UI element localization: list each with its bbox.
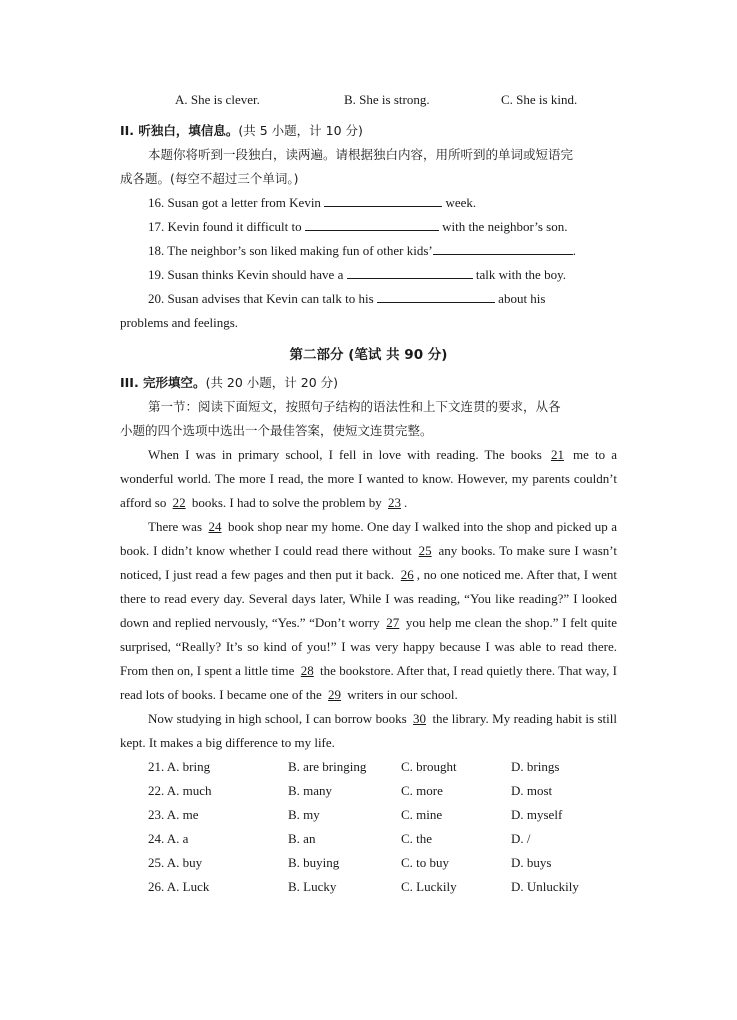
- passage-text: me to a wonderful world. The more I read, the more I wanted to know. However, my parents couldn’t afford so: [120, 447, 617, 510]
- choice-option: D. brings: [511, 759, 560, 774]
- passage-text: book shop near my home. One day I walked into the shop and picked up a book. I didn’t know whether I could read there without: [120, 519, 618, 558]
- item-16-blank: [324, 192, 442, 207]
- section2-instr-2: 成各题。(每空不超过三个单词。): [120, 171, 299, 186]
- choice-option: C. brought: [401, 759, 457, 774]
- choice-option: B. Lucky: [288, 879, 337, 894]
- passage-text: writers in our school.: [344, 687, 458, 702]
- item-17-text: 17. Kevin found it difficult to: [148, 219, 305, 234]
- choice-row-25: [120, 851, 617, 875]
- item-16-text: 16. Susan got a letter from Kevin: [148, 195, 321, 210]
- item-19-after: talk with the boy.: [472, 267, 566, 282]
- blank-24: 24: [208, 519, 222, 534]
- section3-heading: [120, 371, 617, 395]
- choice-option: 25. A. buy: [148, 855, 203, 870]
- passage-text: Now studying in high school, I can borrow books: [148, 711, 411, 726]
- item-19-blank: [347, 264, 473, 279]
- blank-21: 21: [550, 447, 564, 462]
- choices-list: [120, 755, 617, 899]
- choice-option: C. to buy: [401, 855, 450, 870]
- choice-row-24: [120, 827, 617, 851]
- passage-paragraph-2: [120, 515, 617, 707]
- blank-27: 27: [386, 615, 400, 630]
- passage-paragraph-1: [120, 443, 617, 515]
- choice-option: 23. A. me: [148, 807, 199, 822]
- choice-option: C. the: [401, 831, 433, 846]
- q15-option-a: A. She is clever.: [175, 92, 260, 107]
- item-18: [120, 239, 617, 263]
- item-20-text: 20. Susan advises that Kevin can talk to his: [148, 291, 377, 306]
- item-17-blank: [305, 216, 439, 231]
- part2-title: 第二部分 (笔试 共 90 分): [289, 347, 448, 363]
- q15-option-b: B. She is strong.: [344, 92, 430, 107]
- passage-text: , no one noticed me. After that, I went there to read every day. Several days later, While I was reading, “You like reading?” I looked down and replied nervously, “Yes.” “Don’t worry: [120, 567, 617, 630]
- passage-text: the library. My reading habit is still kept. It makes a big difference to my life.: [120, 711, 617, 750]
- section3-title: III. 完形填空。: [120, 375, 206, 390]
- choice-option: B. buying: [288, 855, 340, 870]
- item-16: [120, 191, 617, 215]
- choice-row-21: [120, 755, 617, 779]
- choice-row-22: [120, 779, 617, 803]
- blank-25: 25: [418, 543, 432, 558]
- item-18-text: 18. The neighbor’s son liked making fun of other kids’: [148, 243, 433, 258]
- choice-row-26: [120, 875, 617, 899]
- blank-26: 26: [400, 567, 414, 582]
- choice-option: 26. A. Luck: [148, 879, 210, 894]
- choice-option: D. Unluckily: [511, 879, 579, 894]
- choice-option: D. /: [511, 831, 531, 846]
- q15-option-c: C. She is kind.: [501, 92, 578, 107]
- item-16-after: week.: [442, 195, 477, 210]
- choice-option: D. buys: [511, 855, 552, 870]
- choice-option: D. myself: [511, 807, 563, 822]
- passage-text: any books. To make sure I wasn’t noticed, I just read a few pages and then put it back.: [120, 543, 617, 582]
- passage-text: When I was in primary school, I fell in love with reading. The books: [148, 447, 548, 462]
- choice-option: 22. A. much: [148, 783, 212, 798]
- choice-option: B. many: [288, 783, 333, 798]
- passage-text: you help me clean the shop.” I felt quite surprised, “Really? It’s so kind of you!” I was very happy because I was able to read there. From then on, I spent a little time: [120, 615, 618, 678]
- blank-23: 23: [388, 495, 402, 510]
- passage-paragraph-3: [120, 707, 617, 755]
- choice-option: 21. A. bring: [148, 759, 211, 774]
- choice-option: D. most: [511, 783, 553, 798]
- item-19: [120, 263, 617, 287]
- passage-text: the bookstore. After that, I read quietly there. That way, I read lots of books. I became one of the: [120, 663, 618, 702]
- section3-instr-2: 小题的四个选项中选出一个最佳答案，使短文连贯完整。: [120, 423, 433, 438]
- choice-option: B. are bringing: [288, 759, 367, 774]
- choice-row-23: [120, 803, 617, 827]
- passage-text: There was: [148, 519, 206, 534]
- exam-page: [120, 88, 617, 899]
- blank-30: 30: [413, 711, 427, 726]
- section2-instr-1: 本题你将听到一段独白，读两遍。请根据独白内容，用所听到的单词或短语完: [148, 147, 574, 162]
- item-19-text: 19. Susan thinks Kevin should have a: [148, 267, 347, 282]
- choice-option: 24. A. a: [148, 831, 189, 846]
- blank-29: 29: [328, 687, 342, 702]
- section3-instr-1: 第一节：阅读下面短文，按照句子结构的语法性和上下文连贯的要求，从各: [148, 399, 561, 414]
- section3-score: (共 20 小题，计 20 分): [205, 375, 339, 390]
- item-17-after: with the neighbor’s son.: [438, 219, 568, 234]
- q15-options: [120, 88, 617, 112]
- blank-22: 22: [172, 495, 186, 510]
- passage-text: books. I had to solve the problem by: [188, 495, 386, 510]
- passage-text: .: [404, 495, 408, 510]
- item-20: [120, 287, 617, 311]
- item-18-after: .: [572, 243, 577, 258]
- item-20-after: about his: [494, 291, 546, 306]
- choice-option: B. an: [288, 831, 316, 846]
- choice-option: C. mine: [401, 807, 443, 822]
- section2-score: (共 5 小题，计 10 分): [238, 123, 363, 138]
- section2-heading: [120, 119, 617, 143]
- choice-option: C. Luckily: [401, 879, 457, 894]
- section2-title: II. 听独白，填信息。: [120, 123, 239, 138]
- choice-option: B. my: [288, 807, 320, 822]
- item-20-blank: [377, 288, 495, 303]
- item-18-blank: [433, 240, 573, 255]
- choice-option: C. more: [401, 783, 443, 798]
- item-17: [120, 215, 617, 239]
- item-20-cont: problems and feelings.: [120, 315, 239, 330]
- blank-28: 28: [300, 663, 314, 678]
- cloze-passage: [120, 443, 617, 755]
